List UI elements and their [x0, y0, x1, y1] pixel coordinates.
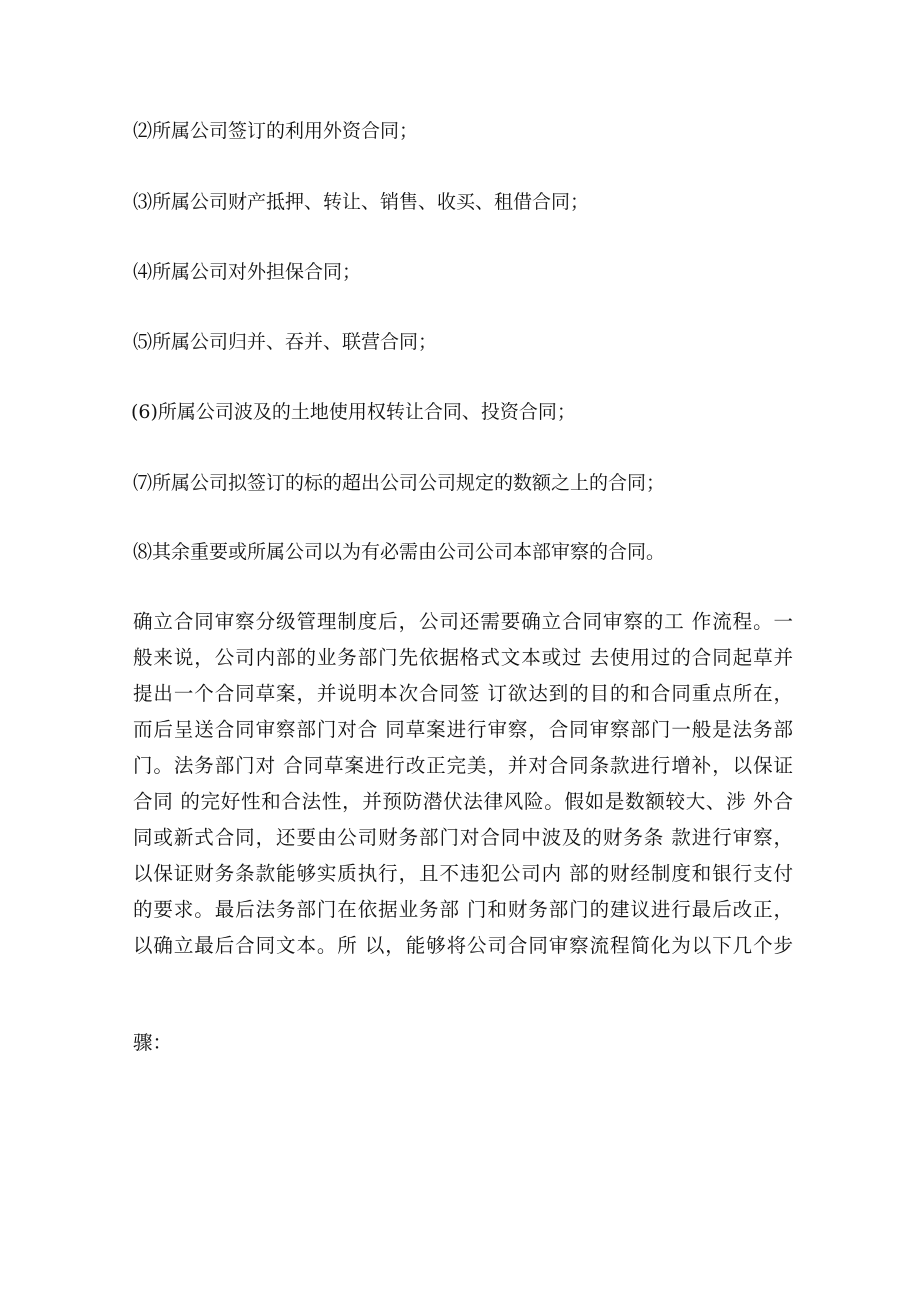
- list-item: ⑵所属公司签订的利用外资合同；: [133, 120, 419, 142]
- paragraph-line: 般来说，公司内部的业务部门先依据格式文本或过 去使用过的合同起草并: [133, 646, 793, 669]
- list-item: ⑻其余重要或所属公司以为有必需由公司公司本部审察的合同。: [133, 541, 666, 563]
- list-item: ⑺所属公司拟签订的标的超出公司公司规定的数额之上的合同；: [133, 472, 666, 494]
- paragraph-line: 的要求。最后法务部门在依据业务部 门和财务部门的建议进行最后改正，: [133, 898, 793, 921]
- paragraph-line: 而后呈送合同审察部门对合 同草案进行审察，合同审察部门一般是法务部: [133, 718, 793, 741]
- paragraph-line: 以确立最后合同文本。所 以，能够将公司合同审察流程简化为以下几个步: [133, 934, 793, 957]
- paragraph-line: 合同 的完好性和合法性，并预防潜伏法律风险。假如是数额较大、涉 外合: [133, 790, 793, 813]
- paragraph-line: 以保证财务条款能够实质执行，且不违犯公司内 部的财经制度和银行支付: [133, 862, 793, 885]
- paragraph-last-line: 骤：: [133, 1031, 173, 1054]
- paragraph-line: 提出一个合同草案，并说明本次合同签 订欲达到的目的和合同重点所在，: [133, 682, 793, 705]
- paragraph-line: 门。法务部门对 合同草案进行改正完美，并对合同条款进行增补，以保证: [133, 754, 793, 777]
- paragraph-line: 确立合同审察分级管理制度后，公司还需要确立合同审察的工 作流程。一: [133, 610, 793, 633]
- list-item: ⑸所属公司归并、吞并、联营合同；: [133, 331, 438, 353]
- list-item: (6)所属公司波及的土地使用权转让合同、投资合同；: [131, 401, 576, 423]
- body-paragraph: [133, 604, 793, 1054]
- list-item: ⑶所属公司财产抵押、转让、销售、收买、租借合同；: [133, 191, 590, 213]
- list-item: ⑷所属公司对外担保合同；: [133, 261, 362, 283]
- paragraph-line: 同或新式合同，还要由公司财务部门对合同中波及的财务条 款进行审察，: [133, 826, 793, 849]
